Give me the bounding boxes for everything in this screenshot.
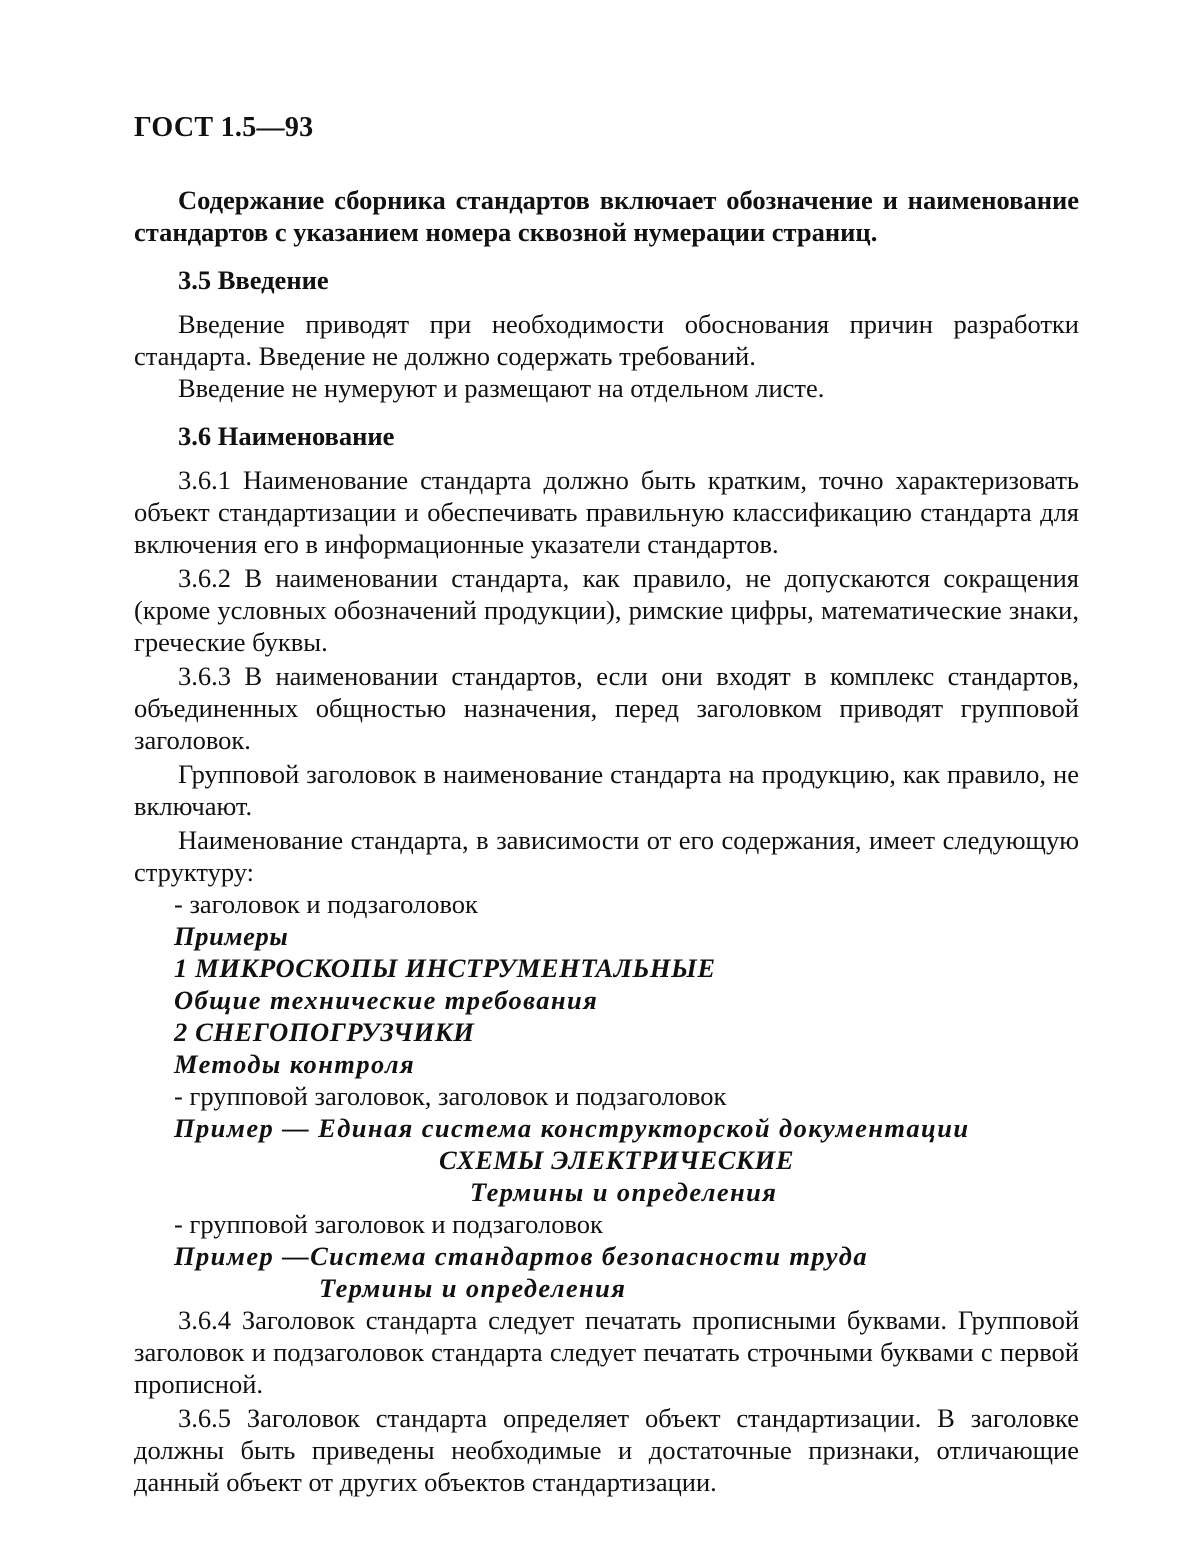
paragraph-3-6-3: 3.6.3 В наименовании стандартов, если они входят в комплекс стандартов, объединенных общностью назначения, перед заголовком приводят групповой заголовок. [134,661,1079,755]
paragraph-3-6-2: 3.6.2 В наименовании стандарта, как правило, не допускаются сокращения (кроме условных обозначений продукции), римские цифры, математические знаки, греческие буквы. [134,563,1079,657]
list-item: - групповой заголовок и подзаголовок [174,1209,603,1239]
paragraph-3-6-1: 3.6.1 Наименование стандарта должно быть кратким, точно характеризовать объект стандартизации и обеспечивать правильную классификацию стандарта для включения его в информационные указатели стандартов. [134,465,1079,559]
paragraph-group-title: Групповой заголовок в наименование стандарта на продукцию, как правило, не включают. [134,759,1079,821]
example-line: 2 СНЕГОПОГРУЗЧИКИ [174,1017,475,1047]
paragraph-structure: Наименование стандарта, в зависимости от его содержания, имеет следующую структуру: [134,825,1079,887]
paragraph-contents: Содержание сборника стандартов включает обозначение и наименование стандартов с указанием номера сквозной нумерации страниц. [134,185,1079,247]
list-item: - заголовок и подзаголовок [174,889,478,919]
paragraph-3-6-5: 3.6.5 Заголовок стандарта определяет объект стандартизации. В заголовке должны быть приведены необходимые и достаточные признаки, отличающие данный объект от других объектов стандартизации. [134,1403,1079,1497]
paragraph-intro-1: Введение приводят при необходимости обоснования причин разработки стандарта. Введение не должно содержать требований. [134,309,1079,371]
example-line: Методы контроля [174,1049,416,1079]
example-line: Термины и определения [319,1273,627,1303]
example-line: 1 МИКРОСКОПЫ ИНСТРУМЕНТАЛЬНЫЕ [174,953,716,983]
list-item: - групповой заголовок, заголовок и подзаголовок [174,1081,727,1111]
example-line: Термины и определения [470,1177,778,1207]
page-header: ГОСТ 1.5—93 [134,112,314,143]
example-line: СХЕМЫ ЭЛЕКТРИЧЕСКИЕ [439,1145,795,1175]
section-heading-3-5: 3.5 Введение [178,265,329,295]
paragraph-3-6-4: 3.6.4 Заголовок стандарта следует печатать прописными буквами. Групповой заголовок и подзаголовок стандарта следует печатать строчными буквами с первой прописной. [134,1305,1079,1399]
paragraph-intro-2: Введение не нумеруют и размещают на отдельном листе. [178,373,825,403]
section-heading-3-6: 3.6 Наименование [178,421,395,451]
document-page [134,110,1079,1498]
example-line: Пример —Система стандартов безопасности труда [174,1241,868,1271]
example-line: Общие технические требования [174,985,599,1015]
example-line: Пример — Единая система конструкторской документации [174,1113,970,1143]
example-label: Примеры [174,921,289,951]
